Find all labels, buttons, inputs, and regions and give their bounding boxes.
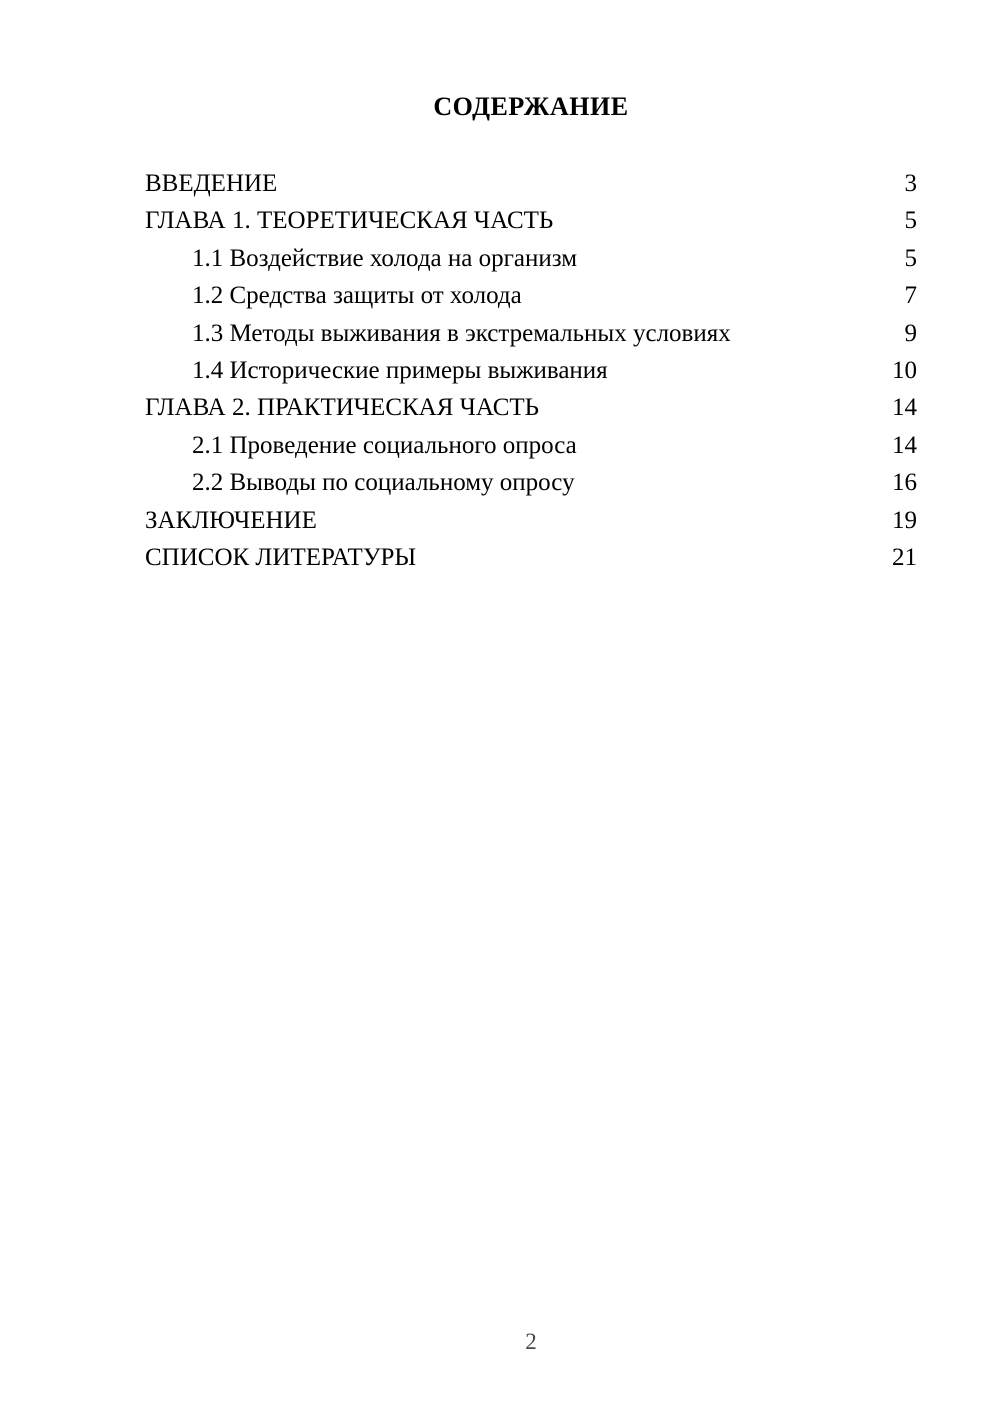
toc-entry-1-4 [145, 352, 917, 389]
toc-entry-label: 1.4 Исторические примеры выживания [192, 357, 608, 385]
toc-entry-1-3 [145, 315, 917, 352]
toc-entry-page: 5 [904, 244, 917, 272]
toc-entry-label: ВВЕДЕНИЕ [145, 170, 278, 197]
toc-entry-label: СПИСОК ЛИТЕРАТУРЫ [145, 544, 417, 572]
toc-entry-page: 3 [904, 170, 917, 197]
toc-entry-1-1 [145, 240, 917, 277]
toc-entry-page: 9 [904, 319, 917, 347]
toc-entry-page: 16 [892, 469, 917, 497]
toc-entry-vvedenie [145, 165, 917, 202]
toc-entry-2-1 [145, 427, 917, 464]
table-of-contents [145, 165, 917, 576]
toc-entry-label: ГЛАВА 2. ПРАКТИЧЕСКАЯ ЧАСТЬ [145, 394, 540, 422]
toc-entry-page: 7 [904, 282, 917, 310]
toc-entry-label: 2.1 Проведение социального опроса [192, 431, 577, 459]
toc-entry-label: 1.3 Методы выживания в экстремальных условиях [192, 319, 731, 347]
page-number: 2 [525, 1329, 537, 1354]
toc-entry-label: ЗАКЛЮЧЕНИЕ [145, 506, 317, 534]
toc-entry-glava-1 [145, 202, 917, 239]
toc-entry-page: 21 [892, 544, 917, 572]
toc-entry-glava-2 [145, 389, 917, 426]
toc-entry-page: 14 [892, 431, 917, 459]
toc-entry-spisok-literatury [145, 539, 917, 576]
toc-entry-label: 1.2 Средства защиты от холода [192, 282, 522, 310]
page-title: СОДЕРЖАНИЕ [433, 92, 629, 121]
toc-entry-page: 5 [904, 207, 917, 235]
toc-entry-2-2 [145, 464, 917, 501]
toc-entry-label: 2.2 Выводы по социальному опросу [192, 469, 575, 497]
toc-entry-label: 1.1 Воздействие холода на организм [192, 244, 578, 272]
toc-entry-1-2 [145, 277, 917, 314]
toc-entry-zaklyuchenie [145, 502, 917, 539]
toc-entry-page: 10 [892, 357, 917, 385]
toc-entry-label: ГЛАВА 1. ТЕОРЕТИЧЕСКАЯ ЧАСТЬ [145, 207, 554, 235]
toc-entry-page: 19 [892, 506, 917, 534]
toc-entry-page: 14 [892, 394, 917, 422]
